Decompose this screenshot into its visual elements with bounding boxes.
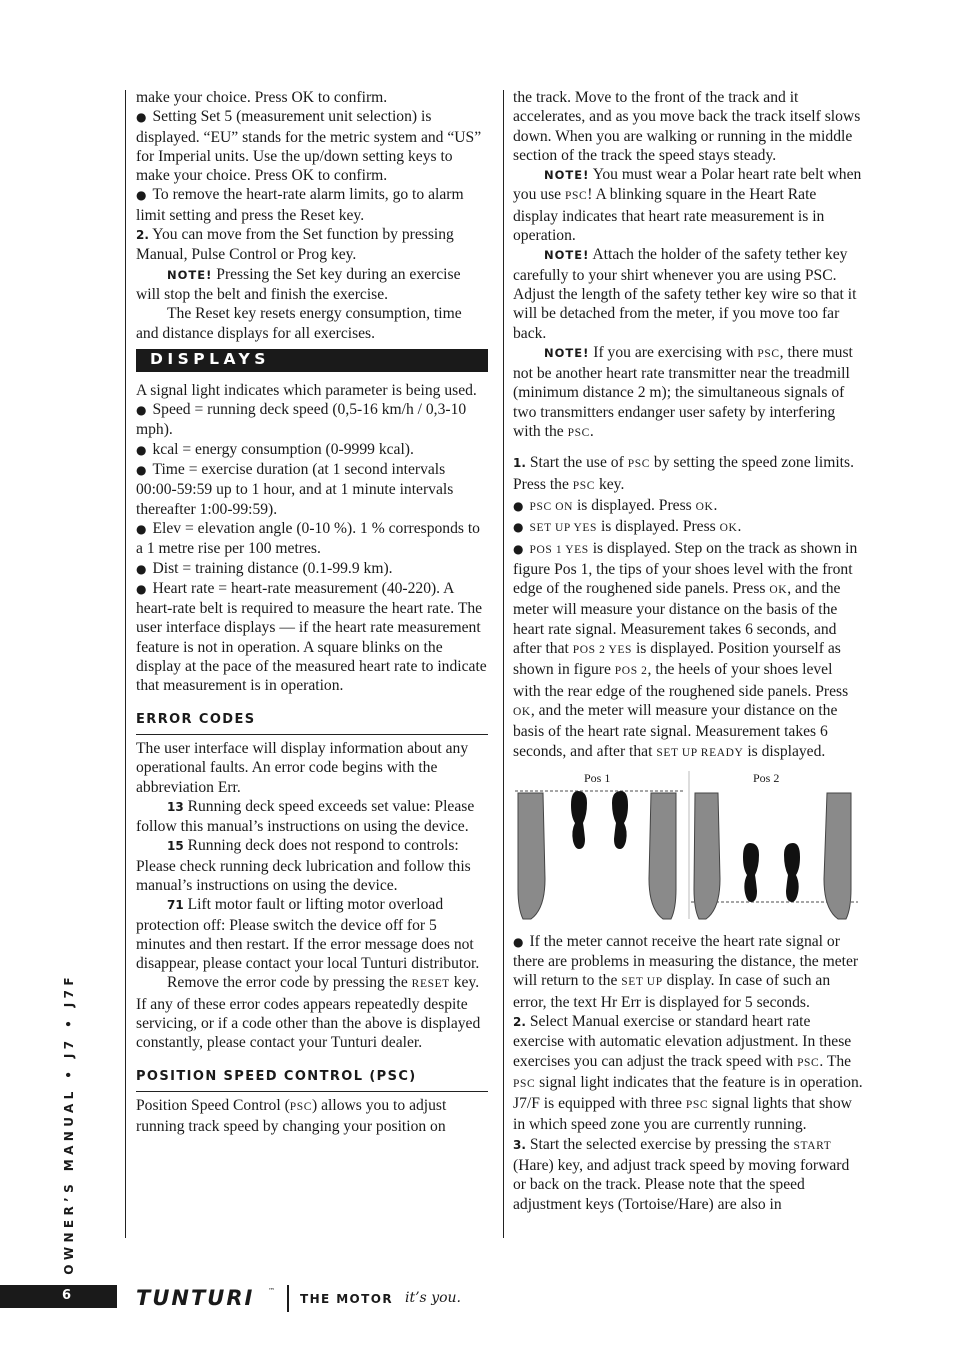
treadmill-position-diagram — [513, 769, 858, 924]
paragraph: The Reset key resets energy consumption, time and distance displays for all exercises. — [136, 305, 462, 342]
figure-label-pos2: Pos 2 — [753, 770, 780, 785]
bullet-item: ● Speed = running deck speed (0,5-16 km/h / 0,3-10 mph). — [136, 401, 467, 439]
bullet-icon: ● — [136, 188, 147, 203]
bullet-item: ● Dist = training distance (0.1-99.9 km). — [136, 559, 393, 577]
section-heading-displays: DISPLAYS — [136, 349, 488, 372]
bullet-icon: ● — [513, 541, 524, 556]
numbered-step: 3. Start the selected exercise by pressing the START (Hare) key, and adjust track speed by moving forward or back on the track. Please note that the speed adjustment keys (Tortoise/Hare) are also in — [513, 1135, 850, 1213]
note-paragraph: NOTE! Pressing the Set key during an exercise will stop the belt and finish the exercise. — [136, 265, 461, 303]
bullet-icon: ● — [136, 521, 147, 536]
subheading-error-codes: ERROR CODES — [136, 710, 488, 735]
paragraph: make your choice. Press OK to confirm. — [136, 89, 388, 106]
bullet-icon: ● — [136, 561, 147, 576]
error-code: 13 — [167, 799, 184, 814]
error-code-entry: 71 Lift motor fault or lifting motor overload protection off: Please switch the device off for 5 minutes and then restart. If the error message does not disappear, please contact your local Tunturi distributor. — [136, 896, 480, 973]
bullet-icon: ● — [136, 442, 147, 457]
note-label: NOTE! — [544, 168, 590, 183]
psc-position-figure — [513, 769, 858, 924]
subheading-psc: POSITION SPEED CONTROL (PSC) — [136, 1067, 488, 1092]
paragraph: Remove the error code by pressing the RESET key. If any of these error codes appears repeatedly despite servicing, or if a code other than the above is displayed constantly, please contact your Tunturi dealer. — [136, 974, 481, 1052]
paragraph: the track. Move to the front of the track and it accelerates, and as you move back the track itself slows down. When you are walking or running in the middle section of the track the speed stays steady. — [513, 89, 861, 164]
paragraph: A signal light indicates which parameter is being used. — [136, 381, 477, 399]
figure-label-pos1: Pos 1 — [584, 770, 611, 785]
note-paragraph: NOTE! You must wear a Polar heart rate belt when you use PSC! A blinking square in the Heart Rate display indicates that heart rate measurement is in operation. — [513, 166, 862, 245]
paragraph: Position Speed Control (PSC) allows you to adjust running track speed by changing your position on — [136, 1096, 447, 1136]
bullet-item: ● Time = exercise duration (at 1 second intervals 00:00-59:59 up to 1 hour, and at 1 minute intervals thereafter 1:00-99:59). — [136, 461, 454, 518]
bullet-icon: ● — [136, 403, 147, 418]
right-column — [513, 88, 863, 1214]
bullet-icon: ● — [513, 934, 524, 949]
error-code-entry: 15 Running deck does not respond to controls: Please check running deck lubrication and follow this manual’s instructions on using the device. — [136, 837, 471, 894]
note-label: NOTE! — [544, 248, 590, 263]
center-column-rule — [503, 90, 504, 1238]
note-label: NOTE! — [167, 267, 213, 282]
pos1-panel — [515, 791, 685, 919]
numbered-step: 1. Start the use of PSC by setting the speed zone limits. Press the PSC key. — [513, 454, 854, 493]
bullet-item: ● kcal = energy consumption (0-9999 kcal). — [136, 440, 414, 458]
bullet-item: ● Setting Set 5 (measurement unit selection) is displayed. “EU” stands for the metric system and “US” for Imperial units. Use the up/down setting keys to make your choice. Press OK to confirm. — [136, 108, 482, 185]
bullet-item: ● SET UP YES is displayed. Press OK. — [513, 518, 742, 536]
left-column-rule — [125, 90, 126, 1238]
brand-trademark: ™ — [268, 1287, 275, 1295]
left-column — [136, 88, 488, 1137]
bullet-icon: ● — [136, 463, 147, 478]
brand-logo: TUNTURI — [136, 1286, 255, 1310]
note-paragraph: NOTE! If you are exercising with PSC, there must not be another heart rate transmitter near the treadmill (minimum distance 2 m); the simultaneous signals of two transmitters endanger user safety by interfering with the PSC. — [513, 343, 853, 441]
bullet-item: ● To remove the heart-rate alarm limits, go to alarm limit setting and press the Reset key. — [136, 186, 464, 224]
bullet-icon: ● — [136, 110, 147, 125]
bullet-icon: ● — [136, 581, 147, 596]
error-code: 15 — [167, 839, 184, 854]
brand-script: it’s you. — [405, 1290, 461, 1306]
error-code-entry: 13 Running deck speed exceeds set value: Please follow this manual’s instructions on using the device. — [136, 797, 475, 836]
side-running-header: OWNER’S MANUAL • J7 • J7F — [62, 973, 76, 1275]
note-label: NOTE! — [544, 345, 590, 360]
bullet-item: ● Heart rate = heart-rate measurement (40-220). A heart-rate belt is required to measure the heart rate. The user interface displays — if the heart rate measurement feature is not in operation. A square blinks on the display at the pace of the measured heart rate to indicate that measurement is in operation. — [136, 579, 487, 695]
numbered-step: 2. You can move from the Set function by pressing Manual, Pulse Control or Prog key. — [136, 226, 454, 264]
footer-page-tab — [0, 1285, 117, 1308]
numbered-step: 2. Select Manual exercise or standard heart rate exercise with automatic elevation adjustment. In these exercises you can adjust the track speed with PSC. The PSC signal light indicates that the feature is in operation. J7/F is equipped with three PSC signal lights that show in which speed zone you are currently running. — [513, 1012, 863, 1134]
bullet-icon: ● — [513, 520, 524, 535]
brand-tagline: THE MOTOR — [300, 1292, 393, 1306]
bullet-item: ● POS 1 YES is displayed. Step on the track as shown in figure Pos 1, the tips of your shoes level with the front edge of the roughened side panels. Press OK, and the meter will measure your distance on the basis of the heart rate signal. Measurement takes 6 seconds, and after that POS 2 YES is displayed. Position yourself as shown in figure POS 2, the heels of your shoes level with the rear edge of the roughened side panels. Press OK, and the meter will measure your distance on the basis of the heart rate signal. Measurement takes 6 seconds, and after that SET UP READY is displayed. — [513, 539, 858, 760]
bullet-item: ● If the meter cannot receive the heart rate signal or there are problems in measuring the distance, the meter will return to the SET UP display. In case of such an error, the text Hr Err is displayed for 5 seconds. — [513, 932, 859, 1011]
error-code: 71 — [167, 898, 184, 913]
paragraph: The user interface will display information about any operational faults. An error code begins with the abbreviation Err. — [136, 739, 469, 796]
pos2-panel — [689, 771, 858, 919]
brand-separator — [287, 1285, 289, 1312]
bullet-item: ● PSC ON is displayed. Press OK. — [513, 496, 718, 514]
bullet-icon: ● — [513, 498, 524, 513]
page-number: 6 — [62, 1288, 72, 1303]
note-paragraph: NOTE! Attach the holder of the safety tether key carefully to your shirt whenever you are using PSC. Adjust the length of the safety tether key wire so that it will be detached from the meter, if you move too far back. — [513, 246, 857, 342]
bullet-item: ● Elev = elevation angle (0-10 %). 1 % corresponds to a 1 metre rise per 100 metres. — [136, 519, 480, 558]
